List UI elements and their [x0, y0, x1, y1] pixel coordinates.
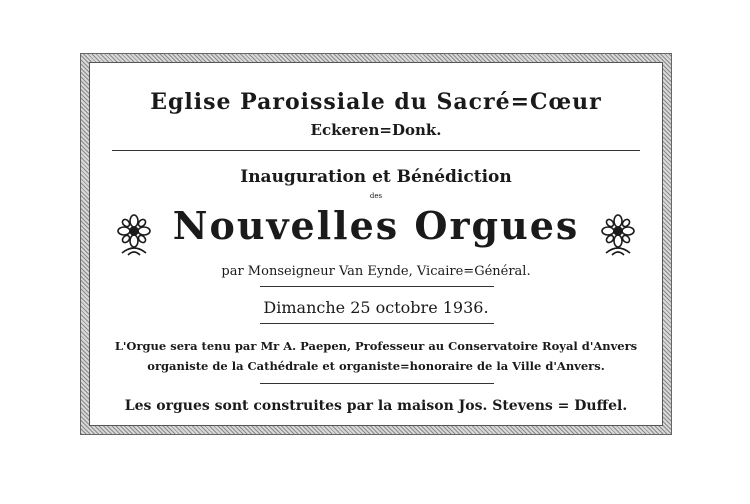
divider: [112, 150, 640, 151]
organs-title: Nouvelles Orgues: [172, 203, 580, 248]
invitation-card: [80, 53, 672, 435]
des-label: des: [369, 192, 383, 200]
place-name: Eckeren=Donk.: [310, 121, 442, 139]
flower-ornament-icon: [598, 213, 638, 257]
organist-line-2: organiste de la Cathédrale et organiste=honoraire de la Ville d'Anvers.: [147, 359, 605, 373]
divider: [260, 323, 494, 324]
divider: [260, 286, 494, 287]
builder-line: Les orgues sont construites par la maison Jos. Stevens = Duffel.: [124, 398, 628, 414]
card-body: [89, 62, 663, 426]
event-date: Dimanche 25 octobre 1936.: [263, 298, 489, 317]
church-name: Eglise Paroissiale du Sacré=Cœur: [150, 89, 602, 115]
inauguration-heading: Inauguration et Bénédiction: [240, 167, 512, 187]
consecration-line: par Monseigneur Van Eynde, Vicaire=Général.: [221, 264, 531, 279]
organist-line: L'Orgue sera tenu par Mr A. Paepen, Professeur au Conservatoire Royal d'Anvers: [114, 339, 638, 353]
divider: [260, 383, 494, 384]
